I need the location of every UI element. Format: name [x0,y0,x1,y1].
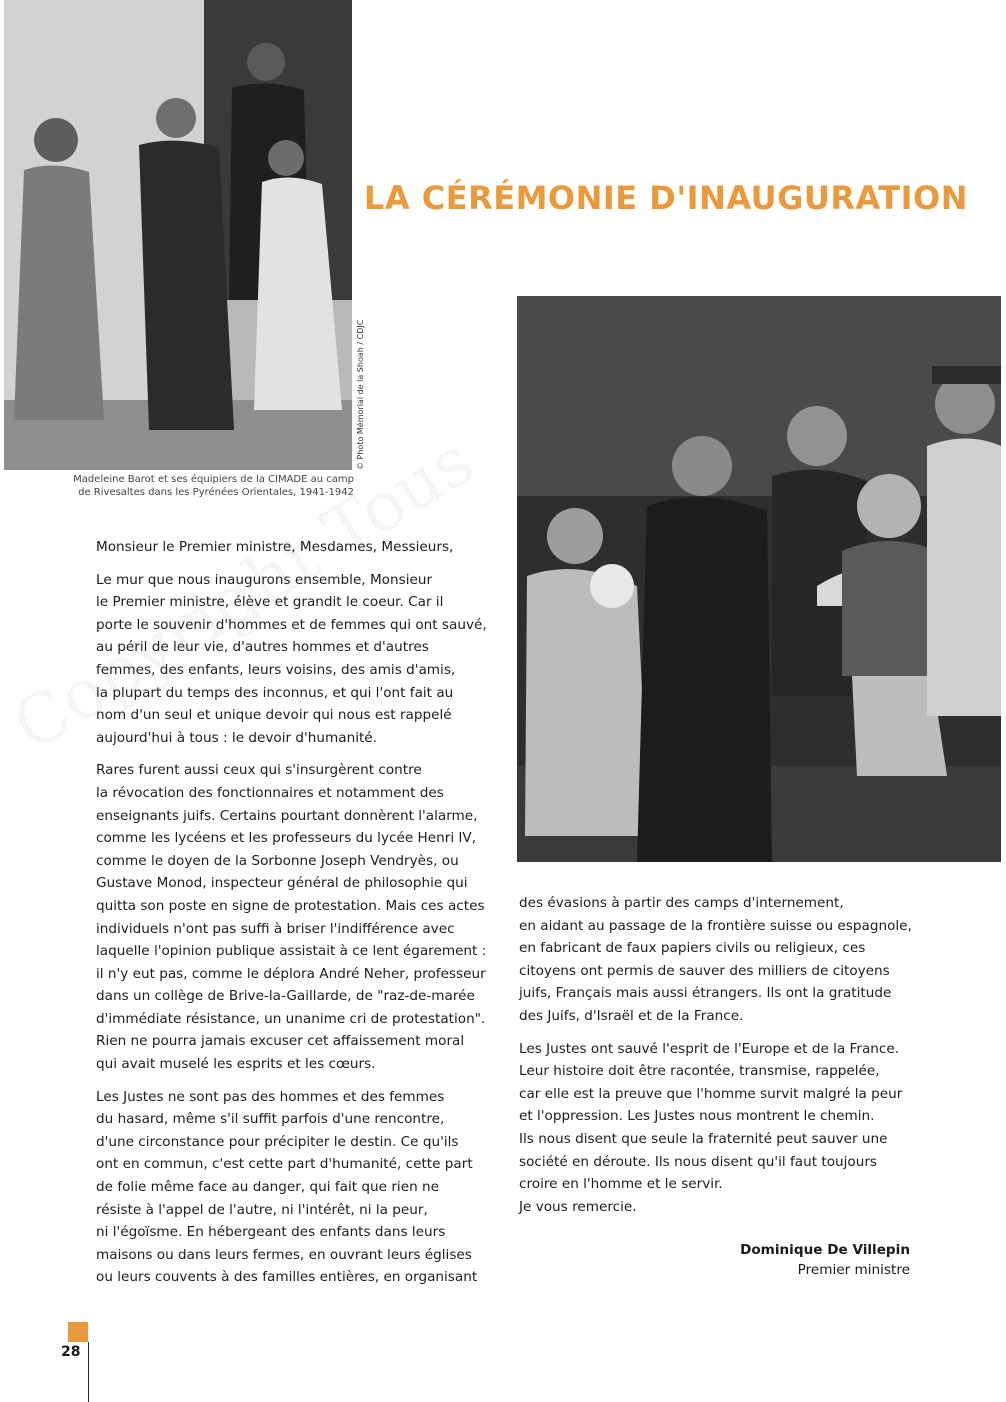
folio-divider [88,1342,89,1402]
text-line: car elle est la preuve que l'homme survit malgré la peur [519,1085,903,1102]
text-line: Leur histoire doit être racontée, transmise, rappelée, [519,1063,880,1080]
text-line: comme le doyen de la Sorbonne Joseph Vendryès, ou [96,852,459,869]
page-title: LA CÉRÉMONIE D'INAUGURATION [363,179,968,218]
body-text-left-column [96,536,496,1299]
text-line: comme les lycéens et les professeurs du lycée Henri IV, [96,830,477,847]
text-line: résiste à l'appel de l'autre, ni l'intérêt, ni la peur, [96,1201,428,1218]
text-line: en aidant au passage de la frontière suisse ou espagnole, [519,917,912,934]
caption-line: de Rivesaltes dans les Pyrénées Orientales, 1941-1942 [78,487,354,498]
text-line: juifs, Français mais aussi étrangers. Ils ont la gratitude [519,985,892,1002]
text-line: laquelle l'opinion publique assistait à ce lent égarement : [96,943,487,960]
text-line: le Premier ministre, élève et grandit le coeur. Car il [96,594,444,611]
text-line: de folie même face au danger, qui fait que rien ne [96,1179,439,1196]
photo-caption [14,473,354,499]
signature-name: Dominique De Villepin [740,1242,910,1258]
text-line: et l'oppression. Les Justes nous montrent le chemin. [519,1108,875,1125]
text-line: Rien ne pourra jamais excuser cet affaissement moral [96,1033,465,1050]
text-line: la plupart du temps des inconnus, et qui l'ont fait au [96,684,454,701]
text-line: Les Justes ne sont pas des hommes et des femmes [96,1088,445,1105]
text-line: société en déroute. Ils nous disent qu'il faut toujours [519,1153,878,1170]
text-line: Gustave Monod, inspecteur général de philosophie qui [96,875,468,892]
paragraph [96,1086,496,1289]
text-line: d'une circonstance pour précipiter le destin. Ce qu'ils [96,1133,459,1150]
body-text-right-column [519,892,917,1228]
text-line: il n'y eut pas, comme le déplora André Neher, professeur [96,965,486,982]
text-line: Je vous remercie. [519,1198,637,1215]
text-line: Monsieur le Premier ministre, Mesdames, Messieurs, [96,539,454,555]
archive-photo-cimade [4,0,352,470]
signature-block [740,1240,910,1280]
paragraph [519,1038,917,1219]
text-line: Les Justes ont sauvé l'esprit de l'Europe et de la France. [519,1040,900,1057]
text-line: du hasard, même s'il suffit parfois d'une rencontre, [96,1111,445,1128]
text-line: croire en l'homme et le servir. [519,1176,723,1193]
text-line: des Juifs, d'Israël et de la France. [519,1007,744,1024]
text-line: ou leurs couvents à des familles entières, en organisant [96,1269,478,1286]
text-line: des évasions à partir des camps d'internement, [519,895,844,911]
text-line: individuels n'ont pas suffi à briser l'indifférence avec [96,920,455,937]
page-number: 28 [61,1344,81,1360]
text-line: maisons ou dans leurs fermes, en ouvrant leurs églises [96,1246,472,1263]
text-line: nom d'un seul et unique devoir qui nous est rappelé [96,707,452,724]
text-line: quitta son poste en signe de protestation. Mais ces actes [96,897,485,914]
text-line: dans un collège de Brive-la-Gaillarde, de "raz-de-marée [96,988,475,1005]
text-line: Le mur que nous inaugurons ensemble, Monsieur [96,571,433,588]
text-line: femmes, des enfants, leurs voisins, des amis d'amis, [96,661,456,678]
paragraph [96,569,496,750]
archive-photo-children [517,296,1001,862]
text-line: ont en commun, c'est cette part d'humanité, cette part [96,1156,473,1173]
text-line: ni l'égoïsme. En hébergeant des enfants dans leurs [96,1224,446,1241]
text-line: au péril de leur vie, d'autres hommes et d'autres [96,639,429,656]
paragraph [96,536,496,559]
paragraph [96,759,496,1075]
text-line: porte le souvenir d'hommes et de femmes qui ont sauvé, [96,616,487,633]
folio-marker [68,1322,88,1342]
text-line: aujourd'hui à tous : le devoir d'humanité. [96,729,377,746]
text-line: qui avait muselé les esprits et les cœurs. [96,1056,376,1073]
text-line: d'immédiate résistance, un unanime cri de protestation". [96,1010,486,1027]
text-line: la révocation des fonctionnaires et notamment des [96,784,444,801]
paragraph [519,892,917,1028]
photo-credit: © Photo Mémorial de la Shoah / CDJC [356,319,365,470]
text-line: enseignants juifs. Certains pourtant donnèrent l'alarme, [96,807,478,824]
signature-role: Premier ministre [797,1262,910,1278]
text-line: Rares furent aussi ceux qui s'insurgèrent contre [96,762,422,779]
text-line: Ils nous disent que seule la fraternité peut sauver une [519,1130,888,1147]
caption-line: Madeleine Barot et ses équipiers de la CIMADE au camp [73,474,354,485]
text-line: citoyens ont permis de sauver des milliers de citoyens [519,962,890,979]
text-line: en fabricant de faux papiers civils ou religieux, ces [519,940,866,957]
